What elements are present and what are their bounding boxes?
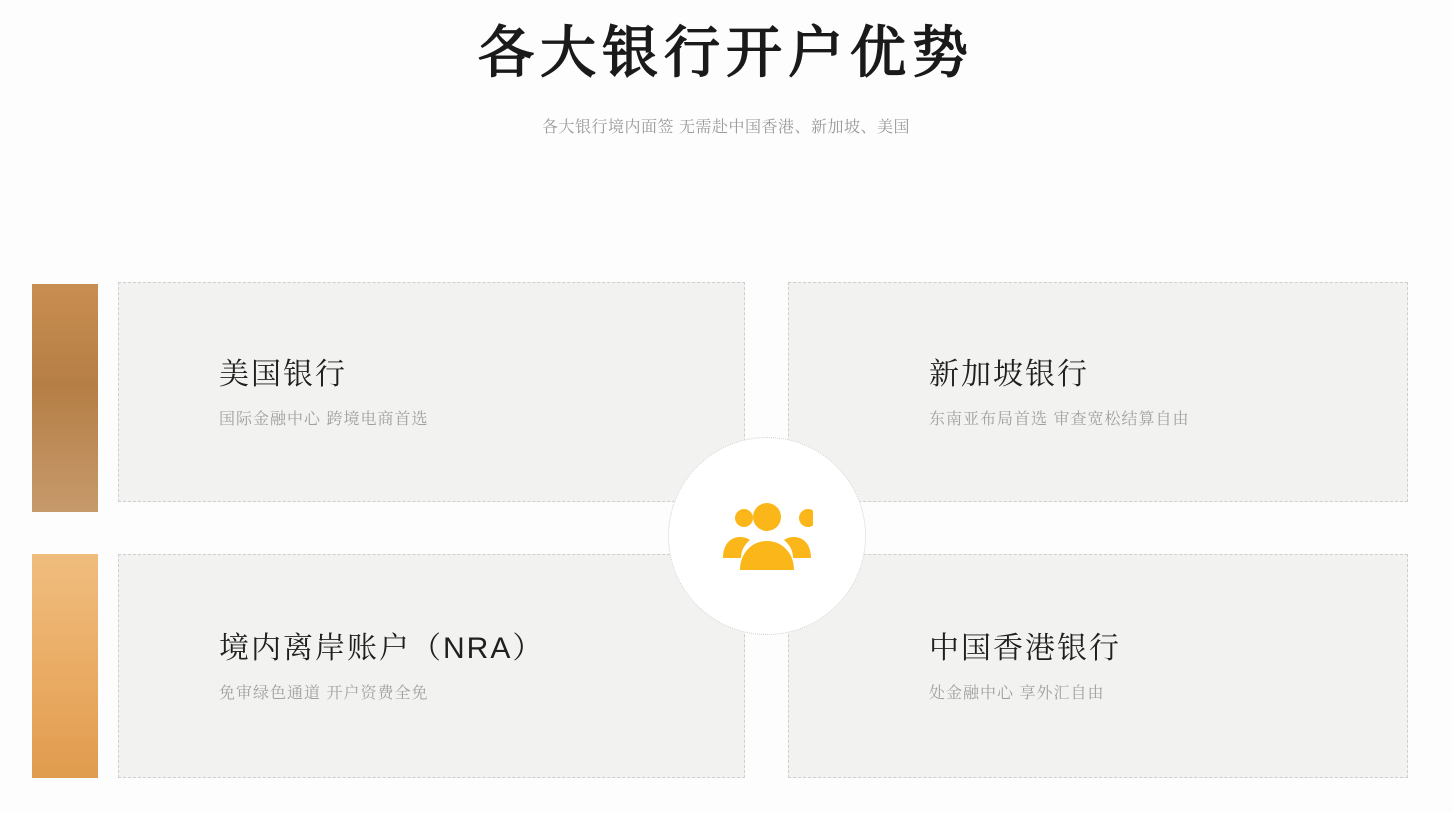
accent-bar-top [32, 284, 98, 512]
card-title: 新加坡银行 [929, 358, 1089, 391]
center-hub [668, 437, 866, 635]
card-description: 免审绿色通道 开户资费全免 [219, 685, 429, 702]
card-singapore-bank[interactable] [788, 282, 1408, 502]
card-description: 国际金融中心 跨境电商首选 [219, 411, 429, 428]
page-title: 各大银行开户优势 [478, 21, 974, 84]
card-description: 东南亚布局首选 审查宽松结算自由 [929, 411, 1190, 428]
users-group-icon [721, 496, 813, 576]
card-title: 美国银行 [219, 358, 347, 391]
bank-advantage-diagram [0, 282, 1452, 778]
card-nra-account[interactable] [118, 554, 745, 778]
card-title: 中国香港银行 [929, 632, 1121, 665]
page-header [0, 0, 1452, 137]
page-subtitle: 各大银行境内面签 无需赴中国香港、新加坡、美国 [542, 119, 910, 136]
card-hongkong-bank[interactable] [788, 554, 1408, 778]
accent-bar-bottom [32, 554, 98, 778]
card-us-bank[interactable] [118, 282, 745, 502]
card-title: 境内离岸账户（NRA） [219, 632, 545, 665]
card-description: 处金融中心 享外汇自由 [929, 685, 1105, 702]
